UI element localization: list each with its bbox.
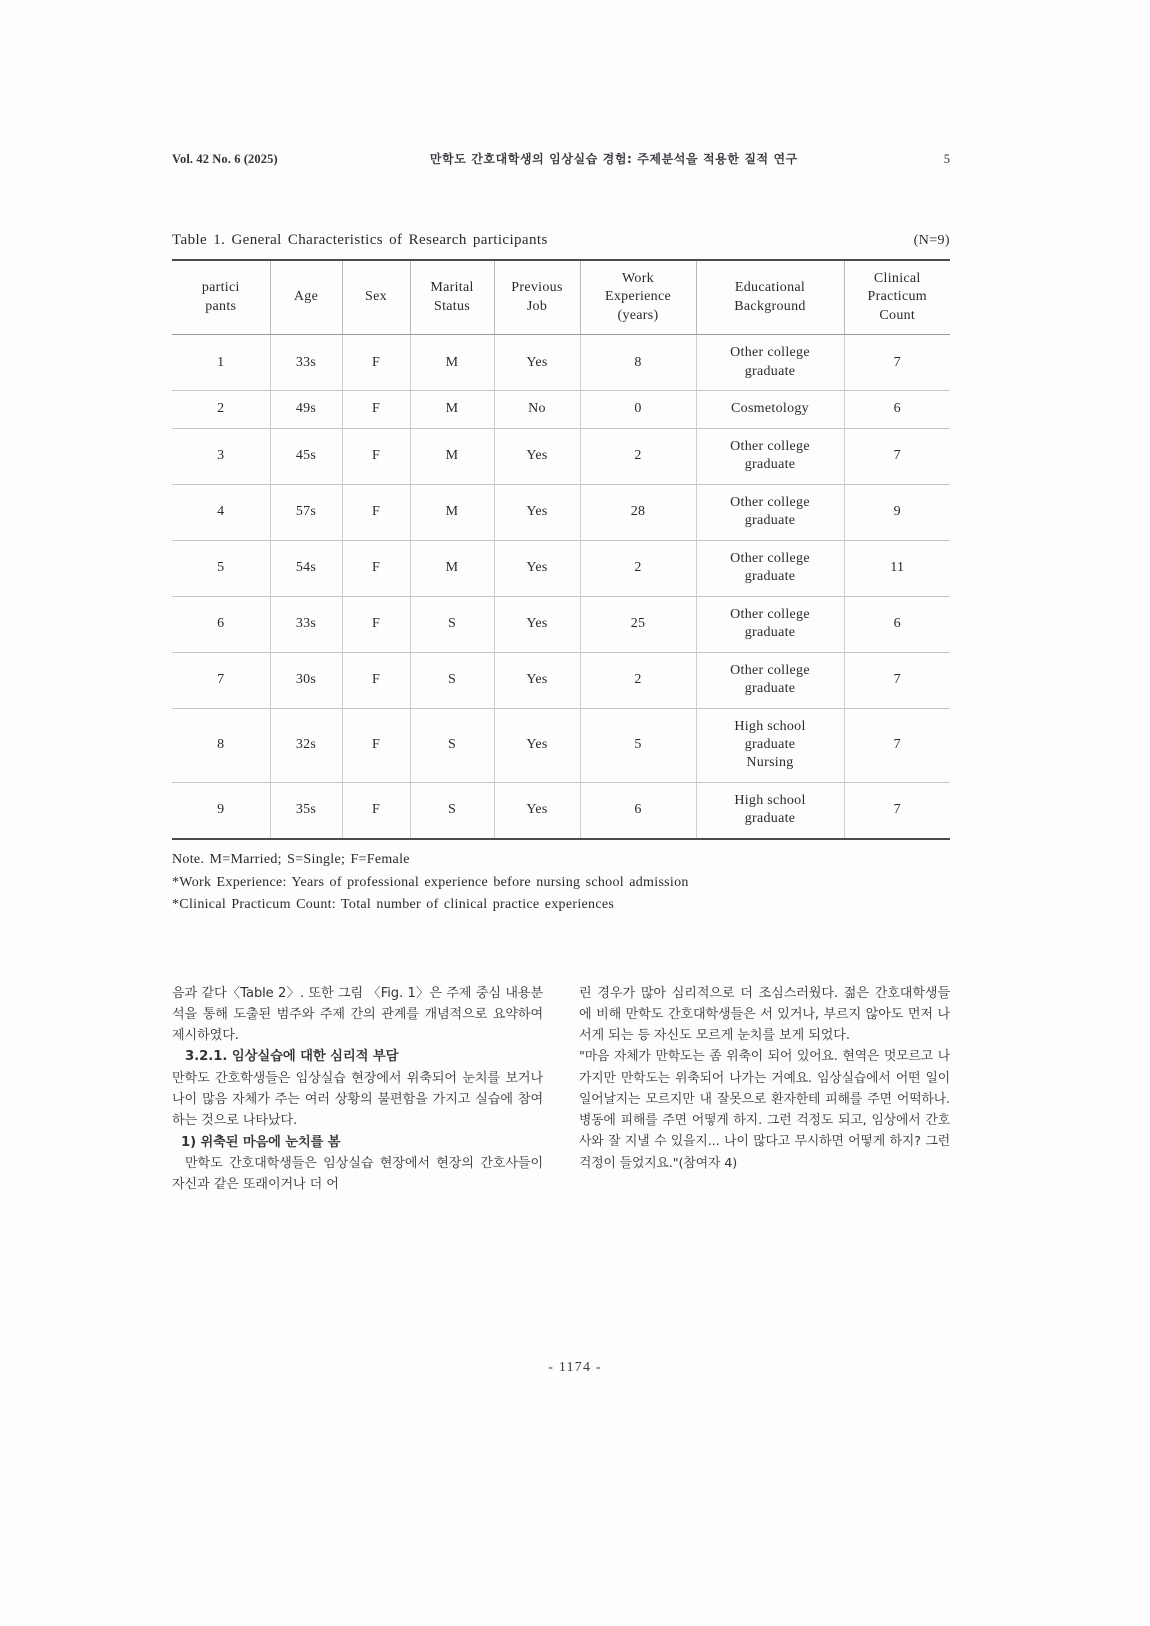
table-cell-education-line: graduate xyxy=(744,736,796,752)
table-cell-practicum-count: 7 xyxy=(844,428,950,484)
table-column-header-line: Job xyxy=(526,298,548,314)
table-cell-marital: M xyxy=(410,484,494,540)
table-cell-age: 57s xyxy=(270,484,342,540)
table-column-header xyxy=(342,260,410,335)
table-cell-participant: 7 xyxy=(172,652,270,708)
right-column xyxy=(579,983,950,1196)
table-cell-previous-job: Yes xyxy=(494,596,580,652)
table-cell-sex: F xyxy=(342,652,410,708)
table-column-header xyxy=(270,260,342,335)
table-cell-sex: F xyxy=(342,782,410,838)
table-cell-sex: F xyxy=(342,335,410,391)
table-row xyxy=(172,484,950,540)
table-cell-education-line: High school xyxy=(734,792,806,808)
table-cell-sex: F xyxy=(342,540,410,596)
table-cell-age: 33s xyxy=(270,335,342,391)
subsection-heading-1: 1) 위축된 마음에 눈치를 봄 xyxy=(181,1134,341,1150)
table-cell-sex: F xyxy=(342,428,410,484)
table-cell-education-line: Cosmetology xyxy=(731,401,809,417)
table-note: *Clinical Practicum Count: Total number of clinical practice experiences xyxy=(172,897,615,913)
table-cell-education-line: graduate xyxy=(744,569,796,585)
table-cell-age: 35s xyxy=(270,782,342,838)
table-cell-practicum-count: 6 xyxy=(844,596,950,652)
table-body xyxy=(172,335,950,839)
table-row xyxy=(172,335,950,391)
table-cell-previous-job: Yes xyxy=(494,335,580,391)
table-cell-education-line: Other college xyxy=(730,345,810,361)
table-column-header-line: Educational xyxy=(734,280,806,296)
table-column-header-line: Status xyxy=(433,298,471,314)
table-cell-education-line: Other college xyxy=(730,494,810,510)
table-cell-education-line: graduate xyxy=(744,457,796,473)
table-header xyxy=(172,260,950,335)
table-cell-education xyxy=(696,484,844,540)
table-cell-previous-job: Yes xyxy=(494,428,580,484)
table-row xyxy=(172,596,950,652)
table-cell-participant: 6 xyxy=(172,596,270,652)
table-cell-participant: 9 xyxy=(172,782,270,838)
table-cell-age: 30s xyxy=(270,652,342,708)
table-cell-work-experience: 2 xyxy=(580,652,696,708)
table-column-header-line: Count xyxy=(879,307,916,323)
table-cell-previous-job: Yes xyxy=(494,782,580,838)
table-row xyxy=(172,782,950,838)
table-column-header xyxy=(580,260,696,335)
table-cell-participant: 5 xyxy=(172,540,270,596)
table-cell-education xyxy=(696,540,844,596)
table-row xyxy=(172,391,950,428)
table-column-header xyxy=(172,260,270,335)
table-cell-marital: S xyxy=(410,596,494,652)
table-cell-sex: F xyxy=(342,708,410,782)
table-header-row xyxy=(172,260,950,335)
table-column-header-line: Previous xyxy=(511,280,563,296)
left-paragraph-2: 만학도 간호학생들은 임상실습 현장에서 위축되어 눈치를 보거나 나이 많음 자체가 주는 여러 상황의 불편함을 가지고 실습에 참여하는 것으로 나타났다. xyxy=(172,1071,543,1129)
table-cell-participant: 8 xyxy=(172,708,270,782)
table-cell-work-experience: 5 xyxy=(580,708,696,782)
table-cell-practicum-count: 7 xyxy=(844,335,950,391)
left-column xyxy=(172,983,543,1196)
running-head xyxy=(172,150,950,170)
table-cell-marital: S xyxy=(410,652,494,708)
page-footer-marker: - 1174 - xyxy=(548,1360,602,1375)
table-caption-row xyxy=(172,232,950,249)
table-column-header xyxy=(410,260,494,335)
table-column-header-line: Experience xyxy=(605,289,671,305)
table-cell-work-experience: 28 xyxy=(580,484,696,540)
table-cell-sex: F xyxy=(342,596,410,652)
general-characteristics-table xyxy=(172,259,950,840)
table-row xyxy=(172,540,950,596)
table-cell-work-experience: 2 xyxy=(580,540,696,596)
table-cell-education xyxy=(696,428,844,484)
table-cell-sex: F xyxy=(342,484,410,540)
table-cell-work-experience: 0 xyxy=(580,391,696,428)
table-cell-sex: F xyxy=(342,391,410,428)
table-caption: Table 1. General Characteristics of Research participants xyxy=(172,232,548,248)
table-column-header-line: Age xyxy=(293,289,319,305)
table-cell-education-line: Nursing xyxy=(746,755,794,771)
body-columns xyxy=(172,983,950,1196)
page-content xyxy=(172,150,950,1195)
participant-quote-1: "마음 자체가 만학도는 좀 위축이 되어 있어요. 현역은 멋모르고 나가지만 만학도는 위축되어 나가는 거예요. 임상실습에서 어떤 일이 일어날지는 모르지만 내 잘못으로 환자한테 피해를 주면 어떡하나. 병동에 피해를 주면 어떻게 하지. 그런 걱정도 되고, 임상에서 간호사와 잘 지낼 수 있을지... 나이 많다고 무시하면 어떻게 하지? 그런 걱정이 들었지요."(참여자 4) xyxy=(579,1049,950,1171)
table-row xyxy=(172,428,950,484)
table-cell-education xyxy=(696,596,844,652)
table-cell-marital: M xyxy=(410,391,494,428)
table-column-header xyxy=(494,260,580,335)
table-cell-participant: 2 xyxy=(172,391,270,428)
table-cell-marital: M xyxy=(410,428,494,484)
table-row xyxy=(172,708,950,782)
table-cell-practicum-count: 11 xyxy=(844,540,950,596)
table-cell-education-line: Other college xyxy=(730,606,810,622)
table-column-header-line: Sex xyxy=(365,289,387,305)
table-column-header-line: Clinical xyxy=(873,271,921,286)
table-cell-education xyxy=(696,708,844,782)
table-cell-work-experience: 6 xyxy=(580,782,696,838)
table-cell-previous-job: No xyxy=(494,391,580,428)
table-cell-age: 33s xyxy=(270,596,342,652)
table-column-header-line: Background xyxy=(734,298,806,314)
table-cell-education-line: Other college xyxy=(730,438,810,454)
left-paragraph-1: 음과 같다〈Table 2〉. 또한 그림 〈Fig. 1〉은 주제 중심 내용분석을 통해 도출된 범주와 주제 간의 관계를 개념적으로 요약하여 제시하였다. xyxy=(172,985,543,1044)
table-sample-size: (N=9) xyxy=(913,233,950,248)
table-note: *Work Experience: Years of professional experience before nursing school admission xyxy=(172,874,689,890)
table-note: Note. M=Married; S=Single; F=Female xyxy=(172,851,410,867)
table-cell-education-line: graduate xyxy=(744,363,796,379)
table-cell-marital: M xyxy=(410,335,494,391)
table-cell-marital: S xyxy=(410,708,494,782)
table-cell-marital: M xyxy=(410,540,494,596)
table-cell-practicum-count: 7 xyxy=(844,652,950,708)
table-cell-participant: 1 xyxy=(172,335,270,391)
table-cell-education xyxy=(696,782,844,838)
table-column-header-line: Practicum xyxy=(867,289,927,305)
running-head-title: 만학도 간호대학생의 임상실습 경험: 주제분석을 적용한 질적 연구 xyxy=(429,152,798,166)
table-cell-practicum-count: 6 xyxy=(844,391,950,428)
table-cell-education-line: graduate xyxy=(744,681,796,697)
table-cell-practicum-count: 9 xyxy=(844,484,950,540)
table-cell-work-experience: 25 xyxy=(580,596,696,652)
table-cell-participant: 4 xyxy=(172,484,270,540)
table-cell-practicum-count: 7 xyxy=(844,708,950,782)
table-column-header-line: Work xyxy=(622,271,654,286)
table-cell-marital: S xyxy=(410,782,494,838)
table-cell-education-line: graduate xyxy=(744,513,796,529)
table-row xyxy=(172,652,950,708)
running-head-volume: Vol. 42 No. 6 (2025) xyxy=(172,152,278,166)
table-cell-participant: 3 xyxy=(172,428,270,484)
table-column-header xyxy=(696,260,844,335)
table-column-header-line: Marital xyxy=(430,280,474,296)
table-cell-age: 32s xyxy=(270,708,342,782)
table-cell-education-line: High school xyxy=(734,718,806,734)
table-column-header xyxy=(844,260,950,335)
table-cell-previous-job: Yes xyxy=(494,484,580,540)
table-cell-previous-job: Yes xyxy=(494,652,580,708)
table-cell-education xyxy=(696,335,844,391)
table-cell-age: 45s xyxy=(270,428,342,484)
table-cell-previous-job: Yes xyxy=(494,540,580,596)
table-cell-education xyxy=(696,652,844,708)
table-cell-education-line: Other college xyxy=(730,662,810,678)
table-column-header-line: pants xyxy=(205,298,237,314)
table-cell-education-line: graduate xyxy=(744,625,796,641)
table-cell-work-experience: 8 xyxy=(580,335,696,391)
table-column-header-line: partici xyxy=(201,280,240,296)
table-notes xyxy=(172,849,950,917)
table-cell-age: 54s xyxy=(270,540,342,596)
section-heading-3-2-1: 3.2.1. 임상실습에 대한 심리적 부담 xyxy=(185,1049,399,1065)
page-footer xyxy=(0,1360,1150,1376)
running-head-page-number: 5 xyxy=(943,152,950,166)
right-paragraph-1: 린 경우가 많아 심리적으로 더 조심스러웠다. 젊은 간호대학생들에 비해 만학도 간호대학생들은 서 있거나, 부르지 않아도 먼저 나서게 되는 등 자신도 모르게 눈치를 보게 되었다. xyxy=(579,985,950,1044)
table-cell-education-line: graduate xyxy=(744,811,796,827)
table-column-header-line: (years) xyxy=(617,307,659,323)
table-cell-work-experience: 2 xyxy=(580,428,696,484)
table-cell-age: 49s xyxy=(270,391,342,428)
table-cell-education-line: Other college xyxy=(730,550,810,566)
left-paragraph-3: 만학도 간호대학생들은 임상실습 현장에서 현장의 간호사들이 자신과 같은 또래이거나 더 어 xyxy=(172,1155,543,1193)
table-cell-previous-job: Yes xyxy=(494,708,580,782)
table-cell-practicum-count: 7 xyxy=(844,782,950,838)
table-cell-education xyxy=(696,391,844,428)
